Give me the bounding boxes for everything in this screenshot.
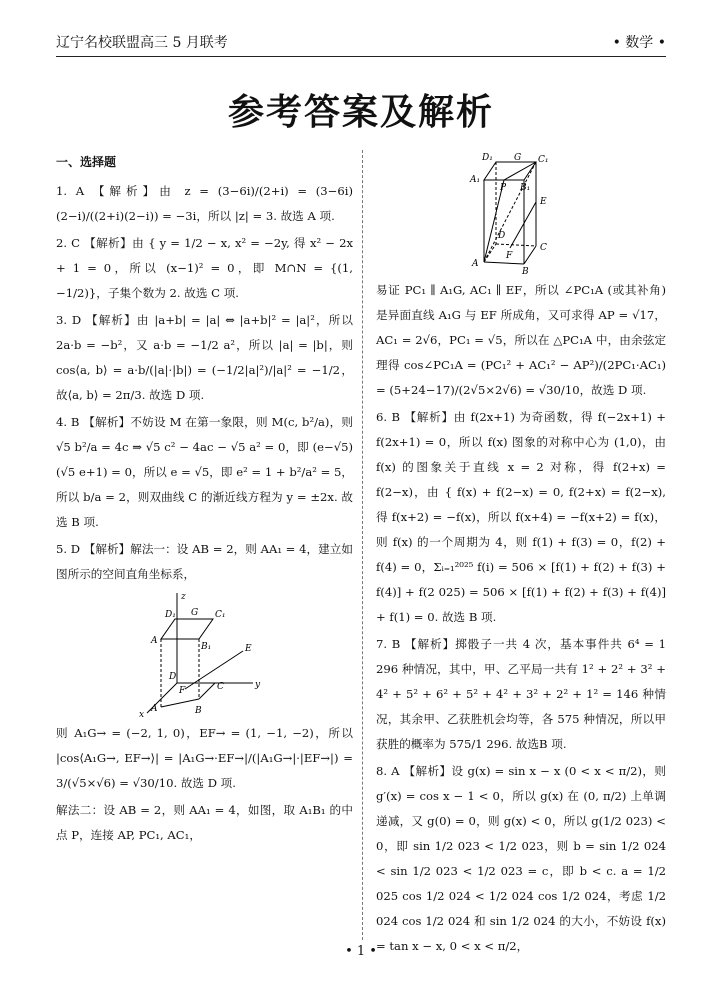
fig1-label: B₁ — [200, 642, 211, 652]
fig1-label: A — [150, 636, 157, 646]
fig2-label: D — [498, 231, 506, 241]
fig2-label: A₁ — [470, 175, 481, 185]
fig1-label: G — [190, 608, 198, 618]
prism-figure — [466, 152, 576, 276]
answer-8: 8. A 【解析】设 g(x) = sin x − x (0 < x < π/2)，则 g′(x) = cos x − 1 < 0，所以 g(x) 在 (0, π/2) 上单调递减，又 g(0) = 0，则 g(x) < 0，所以 g(1/2 023) < 0，即 sin 1/2 023 < 1/2 023，则 b = sin 1/2 024 < sin 1/2 023 < 1/2 023 = c，即 b < c. a = 1/2 025 cos 1/2 024 < 1/2 024 cos 1/2 024，考虑 1/2 024 cos 1/2 024 和 sin 1/2 024 的大小，不妨设 f(x) = tan x − x, 0 < x < π/2， — [376, 764, 666, 953]
fig1-label: z — [180, 592, 186, 602]
answer-3: 3. D 【解析】由 |a+b| = |a| ⇔ |a+b|² = |a|²，所以 2a·b = −b²，又 a·b = −1/2 a²，所以 |a| = |b|，则 cos⟨a, b⟩ = a·b/(|a|·|b|) = (−1/2|a|²)/|a|² = −1/2，故⟨a, b⟩ = 2π/3. 故选 D 项. — [56, 313, 353, 402]
header-right: • 数学 • — [612, 35, 666, 51]
fig2-label: G — [514, 153, 522, 163]
right-column — [376, 150, 666, 961]
page-header — [56, 30, 666, 52]
answer-5-cont: 则 A₁G→ = (−2, 1, 0)，EF→ = (1, −1, −2)，所以 |cos⟨A₁G→, EF→⟩| = |A₁G→·EF→|/(|A₁G→|·|EF→|) = 3/(√5×√6) = √30/10. 故选 D 项. — [56, 726, 353, 790]
answer-7: 7. B 【解析】掷骰子一共 4 次，基本事件共 6⁴ = 1 296 种情况，其中，甲、乙平局一共有 1² + 2² + 3² + 4² + 5² + 6² + 5² + 4² + 3² + 2² + 1² = 146 种情况，其余甲、乙获胜机会均等，各 575 种情况，所以甲获胜的概率为 575/1 296. 故选B 项. — [376, 637, 666, 751]
coordinate-figure — [135, 589, 275, 719]
fig1-label: D₁ — [164, 610, 176, 620]
section-heading: 一、选择题 — [56, 155, 117, 169]
fig2-label: A — [472, 259, 479, 269]
fig2-label: B₁ — [520, 183, 531, 193]
fig1-label: E — [244, 644, 252, 654]
page-title: 参考答案及解析 — [227, 92, 494, 133]
fig1-label: B — [194, 706, 202, 716]
column-divider — [362, 150, 363, 940]
fig1-label: F — [178, 686, 185, 696]
fig2-label: F — [506, 251, 513, 261]
answer-2: 2. C 【解析】由 { y = 1/2 − x, x² = −2y, 得 x² − 2x + 1 = 0，所以 (x−1)² = 0，即 M∩N = {(1, −1/2)}，子集个数为 2. 故选 C 项. — [56, 236, 353, 300]
fig1-label: C₁ — [214, 610, 225, 620]
header-rule — [56, 56, 666, 57]
left-column — [56, 150, 353, 850]
fig1-label: A — [150, 704, 157, 714]
answer-5: 5. D 【解析】解法一：设 AB = 2，则 AA₁ = 4，建立如图所示的空间直角坐标系， — [56, 542, 353, 581]
fig1-label: y — [254, 680, 260, 690]
fig2-label: D₁ — [482, 153, 493, 163]
answer-1: 1. A 【解析】由 z = (3−6i)/(2+i) = (3−6i)(2−i)/((2+i)(2−i)) = −3i，所以 |z| = 3. 故选 A 项. — [56, 184, 353, 223]
answer-5-method2-cont: 易证 PC₁ ∥ A₁G, AC₁ ∥ EF，所以 ∠PC₁A (或其补角) 是异面直线 A₁G 与 EF 所成角，又可求得 AP = √17，AC₁ = 2√6，PC₁ = √5，所以在 △PC₁A 中，由余弦定理得 cos∠PC₁A = (PC₁² + AC₁² − AP²)/(2PC₁·AC₁) = (5+24−17)/(2√5×2√6) = √30/10，故选 D 项. — [376, 283, 666, 397]
fig2-label: B — [522, 267, 529, 276]
fig1-label: D — [168, 672, 176, 682]
header-left: 辽宁名校联盟高三 5 月联考 — [56, 35, 228, 51]
answer-4: 4. B 【解析】不妨设 M 在第一象限，则 M(c, b²/a)，则 √5 b²/a = 4c ⇒ √5 c² − 4ac − √5 a² = 0，即 (e−√5)(√5 e+1) = 0，所以 e = √5，即 e² = 1 + b²/a² = 5，所以 b/a = 2，则双曲线 C 的渐近线方程为 y = ±2x. 故选 B 项. — [56, 415, 353, 529]
answer-5-method2: 解法二：设 AB = 2，则 AA₁ = 4，如图，取 A₁B₁ 的中点 P，连接 AP, PC₁, AC₁， — [56, 803, 353, 842]
answer-6: 6. B 【解析】由 f(2x+1) 为奇函数，得 f(−2x+1) + f(2x+1) = 0，所以 f(x) 图象的对称中心为 (1,0)，由 f(x) 的图象关于直线 x = 2 对称，得 f(2+x) = f(2−x)，由 { f(x) + f(2−x) = 0, f(2+x) = f(2−x), 得 f(x+2) = −f(x)，所以 f(x+4) = −f(x+2) = f(x)，则 f(x) 的一个周期为 4，则 f(1) + f(3) = 0，f(2) + f(4) = 0，Σᵢ₌₁²⁰²⁵ f(i) = 506 × [f(1) + f(2) + f(3) + f(4)] + f(2 025) = 506 × [f(1) + f(2) + f(3) + f(4)] + f(1) = 0. 故选 B 项. — [376, 410, 666, 624]
fig2-label: E — [540, 197, 547, 207]
fig2-label: P — [500, 183, 507, 193]
fig2-label: C — [540, 243, 547, 253]
fig1-label: x — [138, 710, 144, 719]
fig1-label: C — [216, 682, 224, 692]
page-number: • 1 • — [345, 944, 377, 959]
fig2-label: C₁ — [538, 155, 549, 165]
